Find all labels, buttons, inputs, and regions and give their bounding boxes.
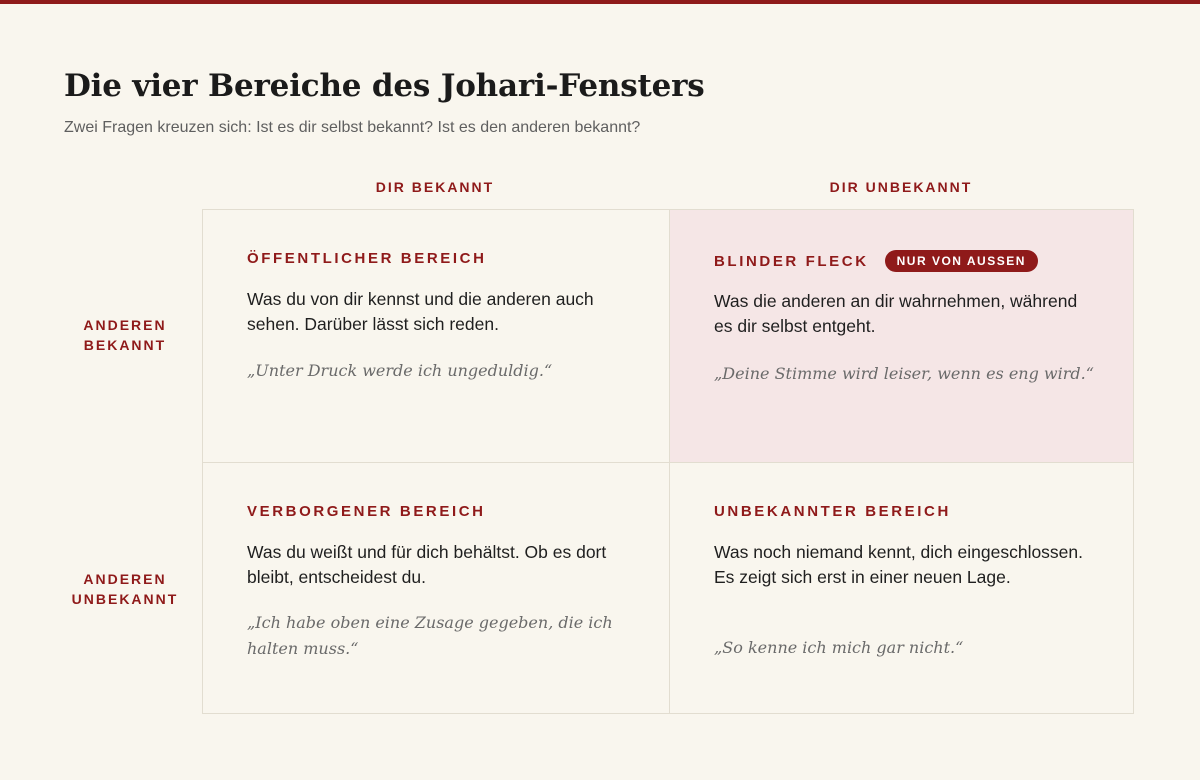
quadrant-verborgener-bereich [203,463,670,713]
top-accent-bar [0,0,1200,4]
quadrant-title: BLINDER FLECK [714,252,869,270]
quadrant-quote: „Deine Stimme wird leiser, wenn es eng wird.“ [714,364,1094,383]
quadrant-description: Was du von dir kennst und die anderen auch sehen. Darüber lässt sich reden. [247,289,594,334]
johari-grid [202,209,1134,714]
quadrant-oeffentlicher-bereich [203,210,670,463]
quadrant-quote: „So kenne ich mich gar nicht.“ [714,638,964,657]
quadrant-description: Was die anderen an dir wahrnehmen, während es dir selbst entgeht. [714,291,1078,336]
quadrant-description: Was du weißt und für dich behältst. Ob es dort bleibt, entscheidest du. [247,542,607,587]
row-label-anderen-unbekannt: ANDEREN UNBEKANNT [71,571,179,607]
quadrant-title: ÖFFENTLICHER BEREICH [247,250,487,267]
column-label-dir-unbekannt: DIR UNBEKANNT [829,179,973,195]
quadrant-header [714,503,951,520]
page-subtitle: Zwei Fragen kreuzen sich: Ist es dir selbst bekannt? Ist es den anderen bekannt? [64,119,641,136]
quadrant-blinder-fleck [670,210,1133,463]
column-label-dir-bekannt: DIR BEKANNT [375,179,495,195]
quadrant-quote: „Ich habe oben eine Zusage gegeben, die ich halten muss.“ [247,613,613,658]
quadrant-title: UNBEKANNTER BEREICH [714,503,951,520]
status-badge: NUR VON AUSSEN [885,250,1038,272]
page-title: Die vier Bereiche des Johari-Fensters [64,68,705,104]
quadrant-header [247,503,486,520]
quadrant-header [247,250,487,267]
quadrant-title: VERBORGENER BEREICH [247,503,486,520]
row-label-anderen-bekannt: ANDEREN BEKANNT [83,317,167,353]
quadrant-header [714,250,1038,272]
quadrant-unbekannter-bereich [670,463,1133,713]
quadrant-quote: „Unter Druck werde ich ungeduldig.“ [247,361,553,380]
quadrant-description: Was noch niemand kennt, dich eingeschlossen. Es zeigt sich erst in einer neuen Lage. [714,542,1084,587]
